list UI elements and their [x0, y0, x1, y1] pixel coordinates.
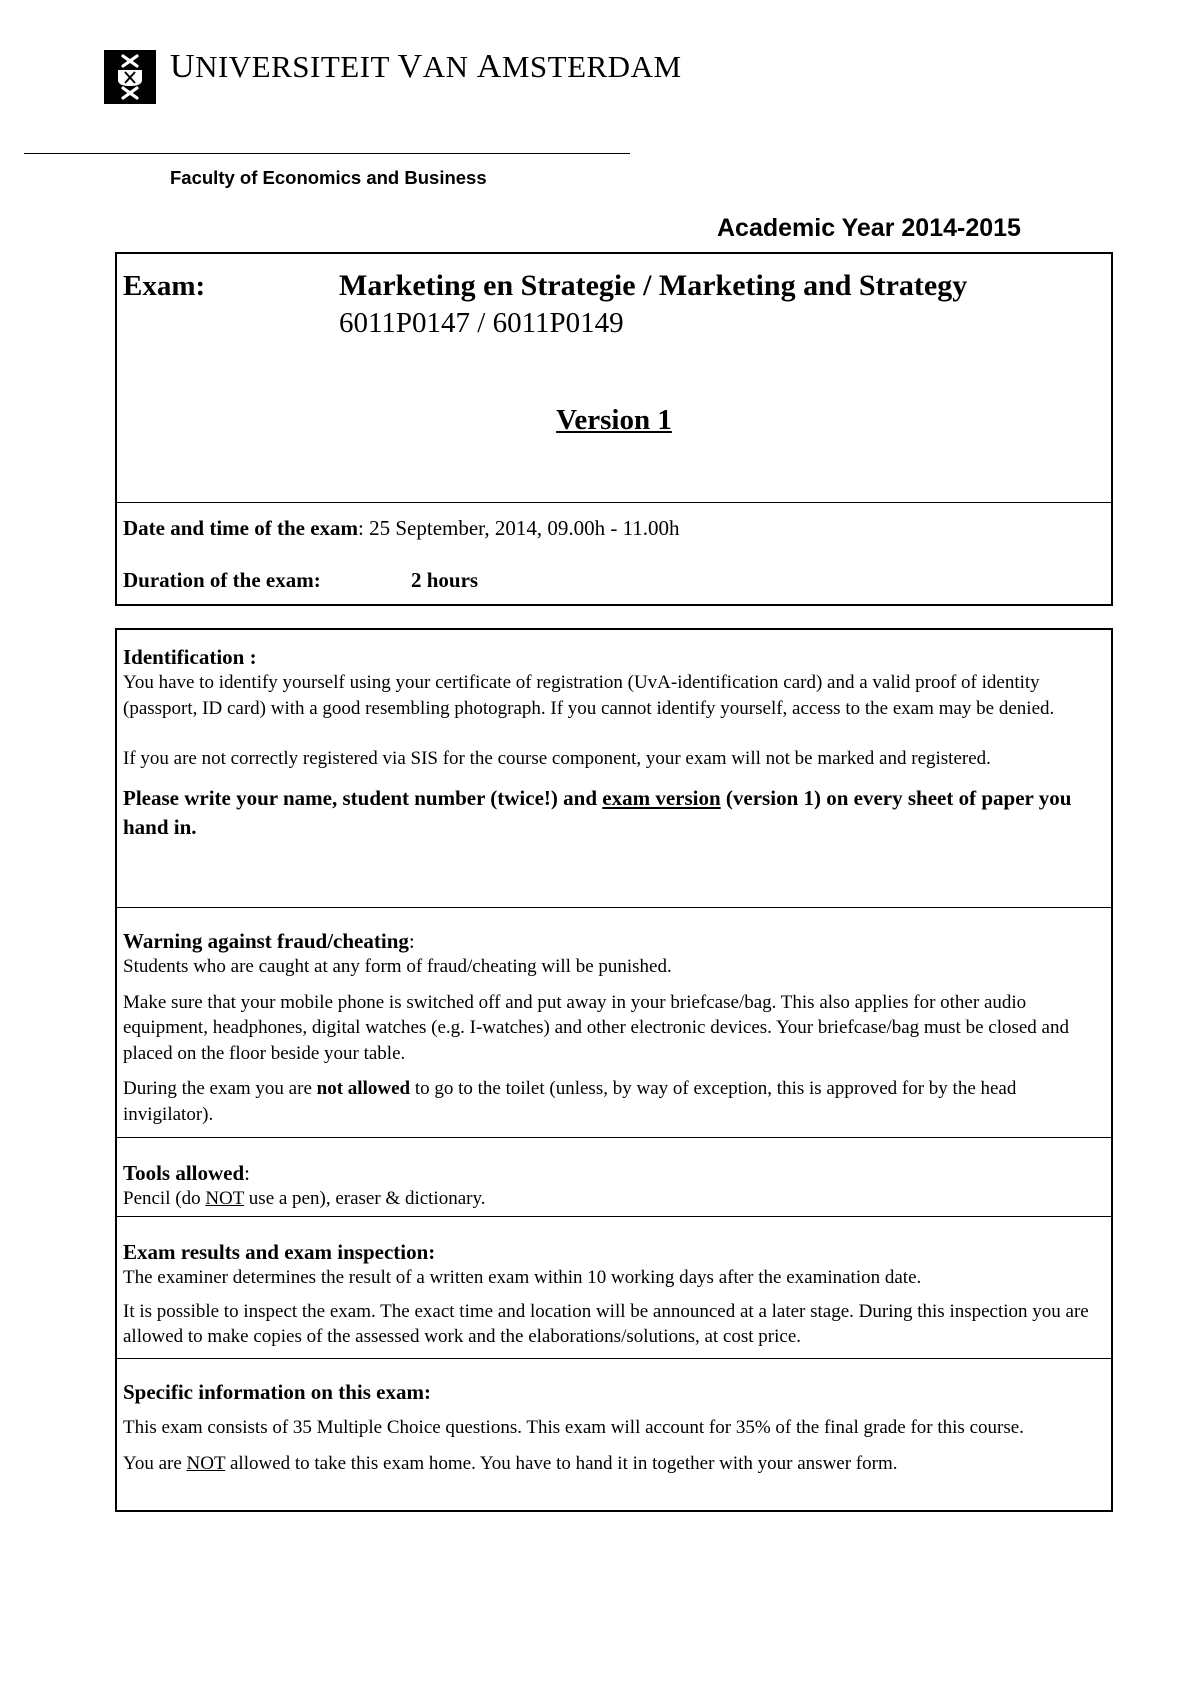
exam-title-area [117, 254, 1111, 503]
tools-paragraph: Pencil (do NOT use a pen), eraser & dictionary. [123, 1188, 486, 1209]
exam-duration-row [123, 568, 479, 593]
identification-title: Identification : [123, 645, 257, 669]
hand-in-notice: Please write your name, student number (twice!) and exam version (version 1) on every sheet of paper you hand in. [123, 785, 1072, 839]
toilet-paragraph: During the exam you are not allowed to go to the toilet (unless, by way of exception, this is approved for by the head invigilator). [123, 1078, 1017, 1125]
registration-paragraph: If you are not correctly registered via SIS for the course component, your exam will not be marked and registered. [123, 748, 991, 769]
faculty-name: Faculty of Economics and Business [170, 167, 487, 188]
questions-paragraph: This exam consists of 35 Multiple Choice questions. This exam will account for 35% of the final grade for this course. [123, 1417, 1024, 1438]
identification-paragraph: You have to identify yourself using your certificate of registration (UvA-identification card) and a valid proof of identity (passport, ID card) with a good resembling photograph. If you cannot identify yourself, access to the exam may be denied. [123, 672, 1055, 719]
exam-version: Version 1 [556, 404, 672, 436]
date-label: Date and time of the exam [123, 516, 359, 540]
specific-info-section [117, 1359, 1111, 1510]
exam-rules-box [115, 628, 1113, 1512]
take-home-paragraph: You are NOT allowed to take this exam home. You have to hand it in together with your answer form. [123, 1452, 898, 1474]
inspection-paragraph: It is possible to inspect the exam. The exact time and location will be announced at a later stage. During this inspection you are allowed to make copies of the assessed work and the elaborations/solutions, at cost price. [123, 1300, 1089, 1347]
university-name: UNIVERSITEIT VAN AMSTERDAM [170, 48, 682, 85]
exam-label: Exam: [123, 270, 206, 302]
header-divider [24, 153, 630, 154]
exam-date-row [123, 516, 680, 541]
tools-section [117, 1138, 1111, 1217]
duration-label: Duration of the exam: [123, 568, 321, 592]
specific-info-title: Specific information on this exam: [123, 1380, 431, 1404]
exam-details-box [115, 252, 1113, 606]
date-separator: : [358, 516, 364, 540]
uva-crest-icon [104, 50, 156, 104]
course-codes: 6011P0147 / 6011P0149 [339, 307, 624, 339]
fraud-paragraph: Students who are caught at any form of fraud/cheating will be punished. [123, 956, 672, 977]
date-value: 25 September, 2014, 09.00h - 11.00h [363, 516, 680, 540]
results-paragraph: The examiner determines the result of a written exam within 10 working days after the examination date. [123, 1267, 922, 1288]
fraud-warning-title: Warning against fraud/cheating: [123, 929, 415, 953]
tools-title: Tools allowed: [123, 1161, 251, 1185]
fraud-warning-section [117, 908, 1111, 1138]
results-section [117, 1217, 1111, 1359]
duration-value: 2 hours [411, 568, 479, 592]
exam-title: Marketing en Strategie / Marketing and Strategy [339, 269, 968, 302]
academic-year: Academic Year 2014-2015 [717, 214, 1021, 242]
results-title: Exam results and exam inspection: [123, 1240, 436, 1264]
devices-paragraph: Make sure that your mobile phone is switched off and put away in your briefcase/bag. This also applies for other audio equipment, headphones, digital watches (e.g. I-watches) and other electronic devices. Your briefcase/bag must be closed and placed on the floor beside your table. [123, 991, 1069, 1064]
exam-version-emphasis: exam version [602, 785, 721, 810]
identification-section [117, 630, 1111, 908]
